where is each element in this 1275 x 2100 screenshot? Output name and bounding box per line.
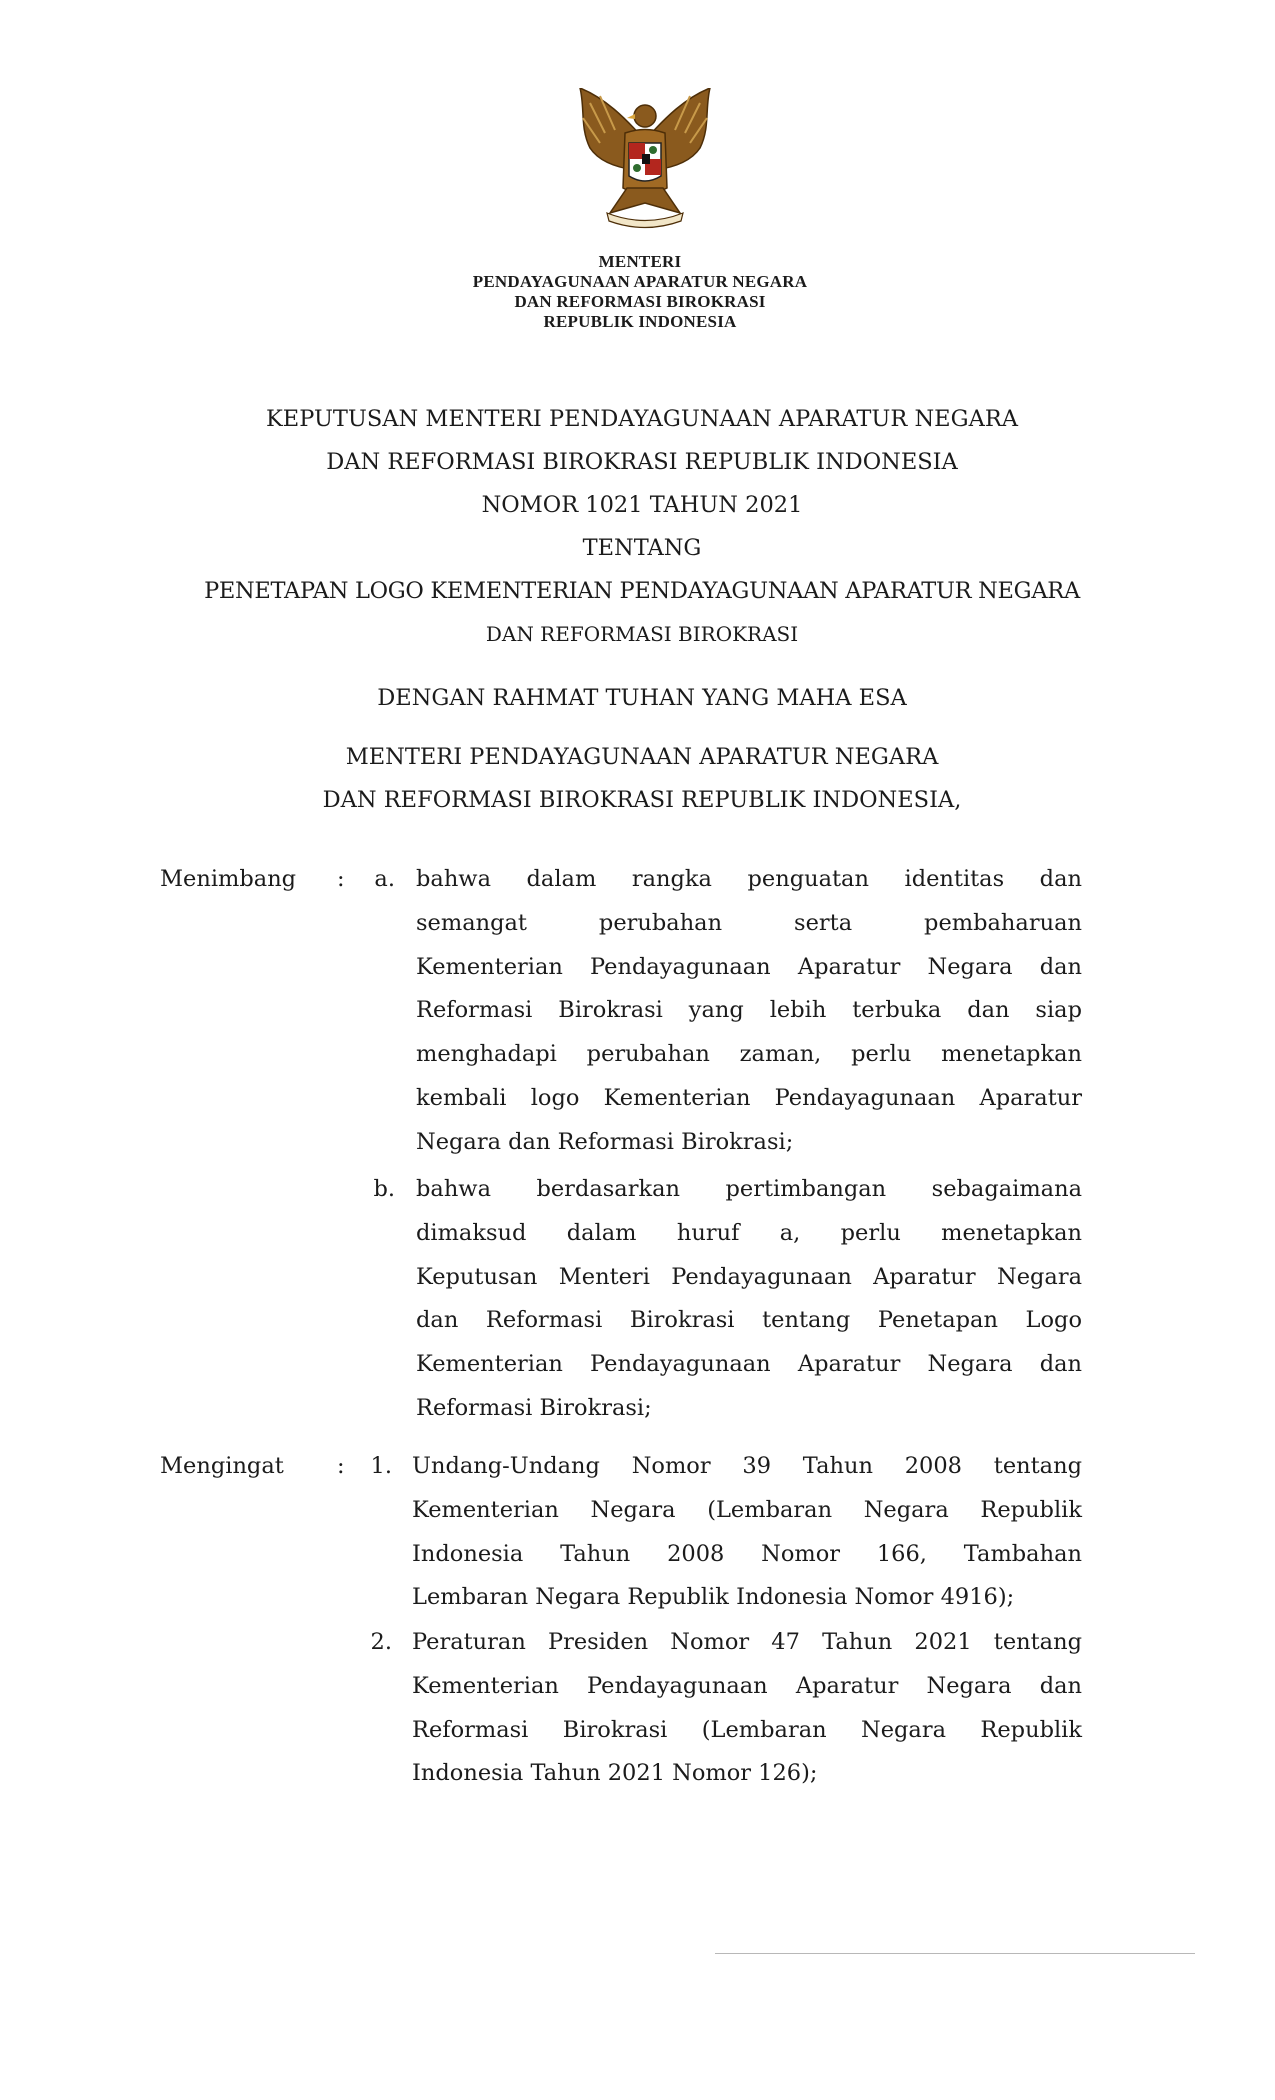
paragraph-line: semangat perubahan serta pembaharuan <box>416 909 1082 936</box>
garuda-emblem-icon <box>565 88 725 230</box>
paragraph-line: Negara dan Reformasi Birokrasi; <box>416 1128 794 1155</box>
paragraph-line: Undang-Undang Nomor 39 Tahun 2008 tentang <box>412 1453 1082 1479</box>
authority-line: MENTERI PENDAYAGUNAAN APARATUR NEGARA <box>345 744 939 770</box>
letterhead-line: PENDAYAGUNAAN APARATUR NEGARA <box>472 272 808 291</box>
title-line: KEPUTUSAN MENTERI PENDAYAGUNAAN APARATUR NEGARA <box>265 406 1019 432</box>
title-tentang: TENTANG <box>582 535 702 561</box>
paragraph-line: Kementerian Pendayagunaan Aparatur Negara dan <box>416 953 1082 980</box>
paragraph-line: Keputusan Menteri Pendayagunaan Aparatur Negara <box>416 1263 1082 1290</box>
paragraph-line: Kementerian Pendayagunaan Aparatur Negara dan <box>416 1351 1082 1378</box>
paragraph-line: dimaksud dalam huruf a, perlu menetapkan <box>416 1219 1082 1246</box>
authority-line: DAN REFORMASI BIROKRASI REPUBLIK INDONESIA, <box>322 787 962 813</box>
mengingat-item-2 <box>412 1621 1082 1796</box>
list-marker: 1. <box>370 1453 392 1479</box>
list-marker: a. <box>374 866 395 892</box>
paragraph-line: Reformasi Birokrasi (Lembaran Negara Republik <box>412 1716 1082 1743</box>
mengingat-colon: : <box>337 1453 345 1479</box>
paragraph-line: dan Reformasi Birokrasi tentang Penetapan Logo <box>416 1307 1082 1334</box>
paragraph-line: Lembaran Negara Republik Indonesia Nomor 4916); <box>412 1584 1015 1611</box>
paragraph-line: Reformasi Birokrasi yang lebih terbuka dan siap <box>416 997 1082 1024</box>
list-marker: 2. <box>370 1629 392 1655</box>
paragraph-line: Indonesia Tahun 2008 Nomor 166, Tambahan <box>412 1540 1082 1567</box>
letterhead-line: MENTERI <box>598 252 682 271</box>
paragraph-line: bahwa berdasarkan pertimbangan sebagaimana <box>416 1176 1082 1202</box>
title-subject-line: DAN REFORMASI BIROKRASI <box>485 622 799 646</box>
letterhead-line: REPUBLIK INDONESIA <box>543 312 737 331</box>
letterhead-line: DAN REFORMASI BIROKRASI <box>514 292 766 311</box>
letterhead <box>400 252 880 332</box>
paragraph-line: Kementerian Negara (Lembaran Negara Republik <box>412 1496 1082 1523</box>
mengingat-label: Mengingat <box>160 1453 284 1479</box>
mengingat-item-1 <box>412 1445 1082 1620</box>
title-subject-line: PENETAPAN LOGO KEMENTERIAN PENDAYAGUNAAN APARATUR NEGARA <box>204 578 1080 604</box>
paragraph-line: Peraturan Presiden Nomor 47 Tahun 2021 tentang <box>412 1629 1082 1655</box>
paragraph-line: bahwa dalam rangka penguatan identitas dan <box>416 866 1082 892</box>
paragraph-line: kembali logo Kementerian Pendayagunaan Aparatur <box>416 1084 1082 1111</box>
paragraph-line: Kementerian Pendayagunaan Aparatur Negara dan <box>412 1672 1082 1699</box>
paragraph-line: Reformasi Birokrasi; <box>416 1394 652 1421</box>
paragraph-line: Indonesia Tahun 2021 Nomor 126); <box>412 1760 818 1787</box>
menimbang-label: Menimbang <box>160 866 297 892</box>
menimbang-item-a <box>416 858 1082 1165</box>
decree-title <box>80 398 1204 656</box>
menimbang-item-b <box>416 1168 1082 1431</box>
title-line: DAN REFORMASI BIROKRASI REPUBLIK INDONESIA <box>326 449 958 475</box>
authority-block <box>80 736 1204 822</box>
decree-number: NOMOR 1021 TAHUN 2021 <box>481 492 803 518</box>
menimbang-colon: : <box>337 866 345 892</box>
page-divider <box>715 1953 1195 1954</box>
invocation: DENGAN RAHMAT TUHAN YANG MAHA ESA <box>377 685 907 711</box>
paragraph-line: menghadapi perubahan zaman, perlu menetapkan <box>416 1041 1082 1068</box>
list-marker: b. <box>373 1176 395 1202</box>
